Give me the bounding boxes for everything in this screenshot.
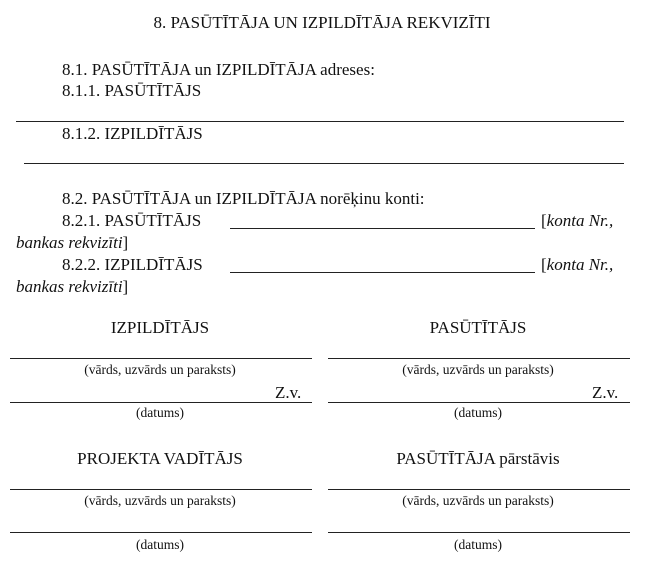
project-manager-date-line[interactable] bbox=[10, 532, 312, 533]
customer-account-note-close: bankas rekvizīti] bbox=[16, 233, 129, 252]
project-manager-signature-line[interactable] bbox=[10, 489, 312, 490]
addresses-heading: 8.1. PASŪTĪTĀJA un IZPILDĪTĀJA adreses: bbox=[62, 60, 375, 79]
customer-signature-line[interactable] bbox=[328, 358, 630, 359]
project-manager-date-caption: (datums) bbox=[136, 537, 184, 552]
contractor-seal-label: Z.v. bbox=[275, 383, 302, 402]
customer-name-caption: (vārds, uzvārds un paraksts) bbox=[402, 362, 554, 377]
contractor-date-line[interactable] bbox=[10, 402, 312, 403]
customer-date-line[interactable] bbox=[328, 402, 630, 403]
customer-date-caption: (datums) bbox=[454, 405, 502, 420]
contractor-name-caption: (vārds, uzvārds un paraksts) bbox=[84, 362, 236, 377]
contractor-account-note-open: [konta Nr., bbox=[541, 255, 614, 274]
project-manager-title: PROJEKTA VADĪTĀJS bbox=[77, 449, 243, 468]
customer-rep-signature-line[interactable] bbox=[328, 489, 630, 490]
accounts-heading: 8.2. PASŪTĪTĀJA un IZPILDĪTĀJA norēķinu konti: bbox=[62, 189, 425, 208]
accounts-contractor-label: 8.2.2. IZPILDĪTĀJS bbox=[62, 255, 203, 274]
customer-address-line[interactable] bbox=[16, 121, 624, 122]
contractor-signature-line[interactable] bbox=[10, 358, 312, 359]
customer-account-line[interactable] bbox=[230, 228, 535, 229]
accounts-customer-label: 8.2.1. PASŪTĪTĀJS bbox=[62, 211, 202, 230]
contractor-account-line[interactable] bbox=[230, 272, 535, 273]
customer-seal-label: Z.v. bbox=[592, 383, 619, 402]
customer-rep-date-caption: (datums) bbox=[454, 537, 502, 552]
section-title: 8. PASŪTĪTĀJA UN IZPILDĪTĀJA REKVIZĪTI bbox=[153, 13, 491, 32]
contractor-signature-title: IZPILDĪTĀJS bbox=[110, 318, 210, 337]
contractor-address-line[interactable] bbox=[24, 163, 624, 164]
contractor-account-note-close: bankas rekvizīti] bbox=[16, 277, 129, 296]
project-manager-name-caption: (vārds, uzvārds un paraksts) bbox=[84, 493, 236, 508]
addresses-customer-label: 8.1.1. PASŪTĪTĀJS bbox=[62, 81, 202, 100]
addresses-contractor-label: 8.1.2. IZPILDĪTĀJS bbox=[62, 124, 203, 143]
customer-rep-name-caption: (vārds, uzvārds un paraksts) bbox=[402, 493, 554, 508]
customer-rep-date-line[interactable] bbox=[328, 532, 630, 533]
contractor-date-caption: (datums) bbox=[136, 405, 184, 420]
customer-signature-title: PASŪTĪTĀJS bbox=[429, 318, 527, 337]
customer-account-note-open: [konta Nr., bbox=[541, 211, 614, 230]
customer-rep-title: PASŪTĪTĀJA pārstāvis bbox=[396, 449, 560, 468]
